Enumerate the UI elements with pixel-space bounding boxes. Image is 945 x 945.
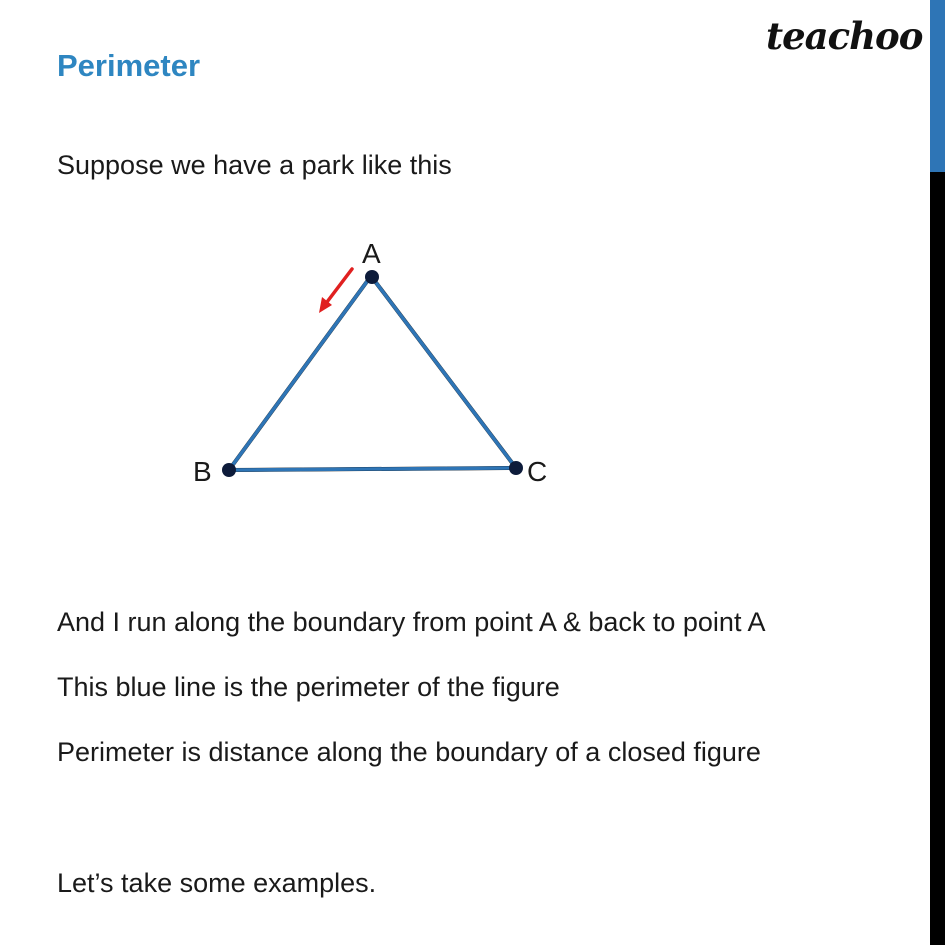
body-line-1: And I run along the boundary from point A & back to point A	[57, 607, 766, 637]
vertex-c-point	[509, 461, 523, 475]
vertex-c-label: C	[527, 456, 548, 487]
page-title: Perimeter	[57, 48, 201, 83]
body-line-4: Let’s take some examples.	[57, 868, 377, 898]
vertex-b-point	[222, 463, 236, 477]
side-bar-accent	[930, 0, 945, 172]
direction-arrow-shaft	[327, 269, 352, 302]
body-line-2: This blue line is the perimeter of the figure	[57, 672, 560, 702]
teachoo-logo: teachoo	[766, 14, 923, 58]
vertex-b-label: B	[193, 456, 212, 487]
vertex-a-label: A	[362, 238, 381, 269]
perimeter-path	[229, 276, 516, 470]
body-line-3: Perimeter is distance along the boundary of a closed figure	[57, 737, 761, 767]
triangle-outline	[229, 276, 516, 470]
vertex-a-point	[365, 270, 379, 284]
intro-text: Suppose we have a park like this	[57, 150, 452, 180]
